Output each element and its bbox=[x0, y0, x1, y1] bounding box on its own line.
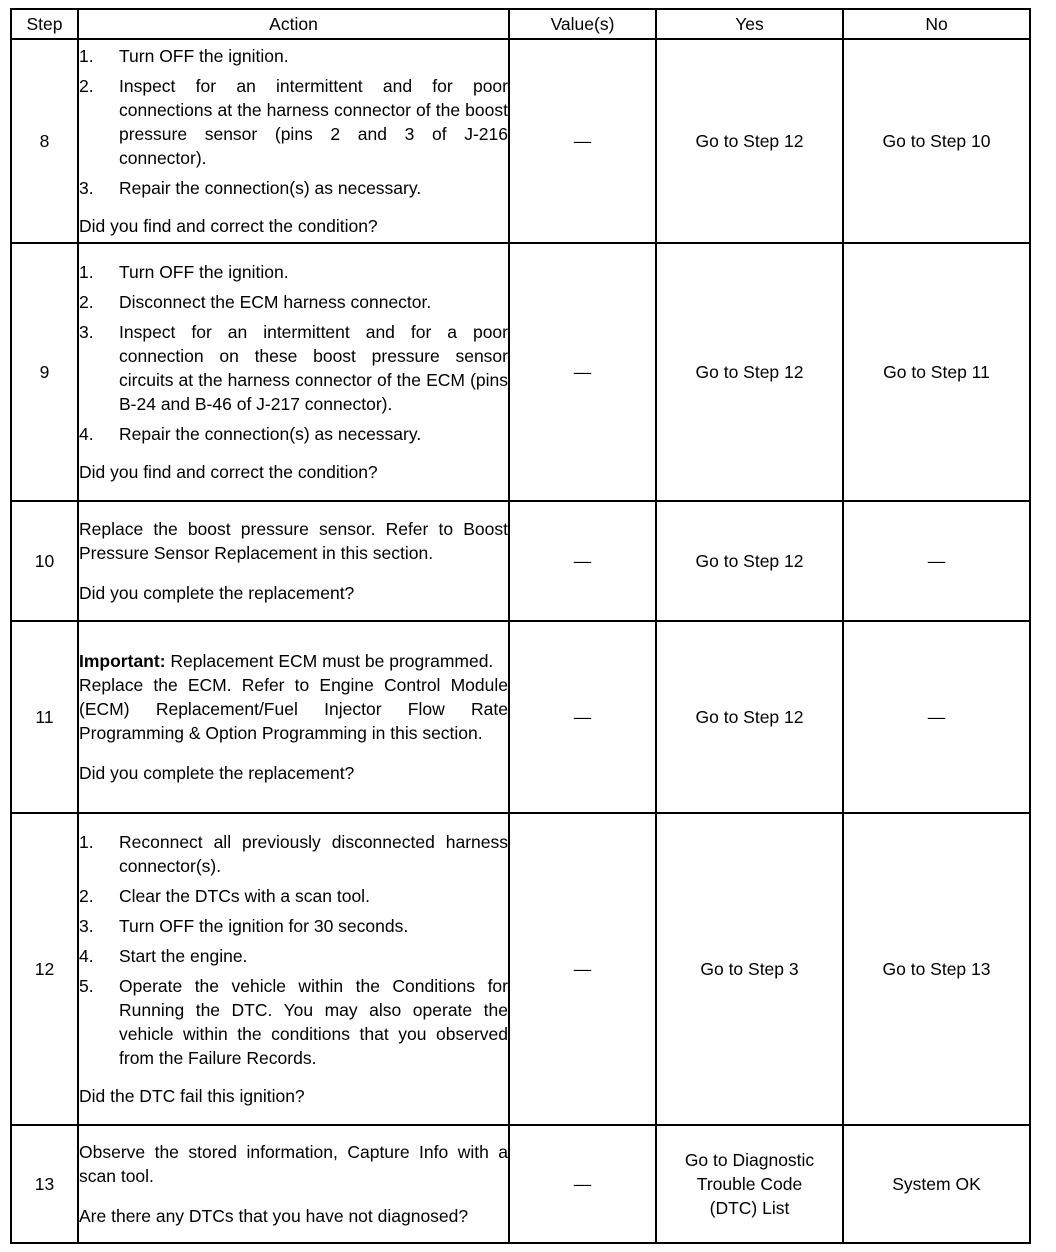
header-row bbox=[11, 9, 1030, 39]
no-cell: Go to Step 11 bbox=[843, 243, 1030, 501]
list-item: 4. Repair the connection(s) as necessary. bbox=[79, 424, 422, 444]
value-cell: — bbox=[509, 501, 656, 621]
action-list bbox=[79, 830, 508, 1070]
step-number: 8 bbox=[11, 39, 78, 243]
value-cell: — bbox=[509, 1125, 656, 1243]
action-cell bbox=[78, 243, 509, 501]
yes-cell: Go to Step 12 bbox=[656, 621, 843, 813]
list-item: 3. Inspect for an intermittent and for a poor connection on these boost pressure sensor circuits at the harness connector of the ECM (pins B-24 and B-46 of J-217 connector). bbox=[79, 322, 508, 414]
header-yes: Yes bbox=[656, 9, 843, 39]
important-note bbox=[79, 649, 508, 673]
list-item: 1. Turn OFF the ignition. bbox=[79, 262, 289, 282]
action-cell bbox=[78, 813, 509, 1125]
yes-cell: Go to Step 12 bbox=[656, 39, 843, 243]
list-item: 1. Turn OFF the ignition. bbox=[79, 46, 289, 66]
list-item: 2. Inspect for an intermittent and for poor connections at the harness connector of the boost pressure sensor (pins 2 and 3 of J-216 connector). bbox=[79, 76, 508, 168]
list-item: 4. Start the engine. bbox=[79, 946, 248, 966]
diagnostic-table bbox=[10, 8, 1031, 1244]
action-text: Replace the ECM. Refer to Engine Control Module (ECM) Replacement/Fuel Injector Flow Rate Programming & Option Programming in this section. bbox=[79, 675, 508, 743]
list-item: 1. Reconnect all previously disconnected harness connector(s). bbox=[79, 832, 508, 876]
step-number: 13 bbox=[11, 1125, 78, 1243]
table-row bbox=[11, 1125, 1030, 1243]
header-step: Step bbox=[11, 9, 78, 39]
yes-cell: Go to Step 12 bbox=[656, 243, 843, 501]
yes-cell: Go to Step 3 bbox=[656, 813, 843, 1125]
action-question: Did you find and correct the condition? bbox=[79, 462, 378, 482]
value-cell: — bbox=[509, 243, 656, 501]
list-item: 5. Operate the vehicle within the Conditions for Running the DTC. You may also operate the vehicle within the conditions that you observed from the Failure Records. bbox=[79, 976, 508, 1068]
header-no: No bbox=[843, 9, 1030, 39]
action-question: Did you complete the replacement? bbox=[79, 583, 355, 603]
action-cell bbox=[78, 501, 509, 621]
no-cell: Go to Step 10 bbox=[843, 39, 1030, 243]
yes-cell: Go to Diagnostic Trouble Code (DTC) List bbox=[656, 1125, 843, 1243]
important-label: Important: bbox=[79, 651, 166, 671]
step-number: 10 bbox=[11, 501, 78, 621]
header-values: Value(s) bbox=[509, 9, 656, 39]
yes-cell: Go to Step 12 bbox=[656, 501, 843, 621]
action-question: Are there any DTCs that you have not diagnosed? bbox=[79, 1206, 469, 1226]
action-list bbox=[79, 260, 508, 446]
action-cell bbox=[78, 39, 509, 243]
table-row bbox=[11, 621, 1030, 813]
table-row bbox=[11, 39, 1030, 243]
value-cell: — bbox=[509, 621, 656, 813]
no-cell: System OK bbox=[843, 1125, 1030, 1243]
table-row bbox=[11, 501, 1030, 621]
action-question: Did the DTC fail this ignition? bbox=[79, 1086, 305, 1106]
value-cell: — bbox=[509, 39, 656, 243]
action-cell bbox=[78, 1125, 509, 1243]
list-item: 2. Clear the DTCs with a scan tool. bbox=[79, 886, 370, 906]
no-cell: Go to Step 13 bbox=[843, 813, 1030, 1125]
step-number: 11 bbox=[11, 621, 78, 813]
value-cell: — bbox=[509, 813, 656, 1125]
list-item: 3. Repair the connection(s) as necessary. bbox=[79, 178, 422, 198]
action-question: Did you find and correct the condition? bbox=[79, 216, 378, 236]
step-number: 12 bbox=[11, 813, 78, 1125]
list-item: 3. Turn OFF the ignition for 30 seconds. bbox=[79, 916, 409, 936]
no-cell: — bbox=[843, 621, 1030, 813]
action-cell bbox=[78, 621, 509, 813]
table-row bbox=[11, 243, 1030, 501]
action-list bbox=[79, 44, 508, 200]
step-number: 9 bbox=[11, 243, 78, 501]
list-item: 2. Disconnect the ECM harness connector. bbox=[79, 292, 432, 312]
header-action: Action bbox=[78, 9, 509, 39]
table-row bbox=[11, 813, 1030, 1125]
action-question: Did you complete the replacement? bbox=[79, 763, 355, 783]
action-text: Observe the stored information, Capture Info with a scan tool. bbox=[79, 1142, 508, 1186]
action-text: Replace the boost pressure sensor. Refer to Boost Pressure Sensor Replacement in this section. bbox=[79, 519, 508, 563]
no-cell: — bbox=[843, 501, 1030, 621]
important-text: Replacement ECM must be programmed. bbox=[165, 651, 494, 671]
